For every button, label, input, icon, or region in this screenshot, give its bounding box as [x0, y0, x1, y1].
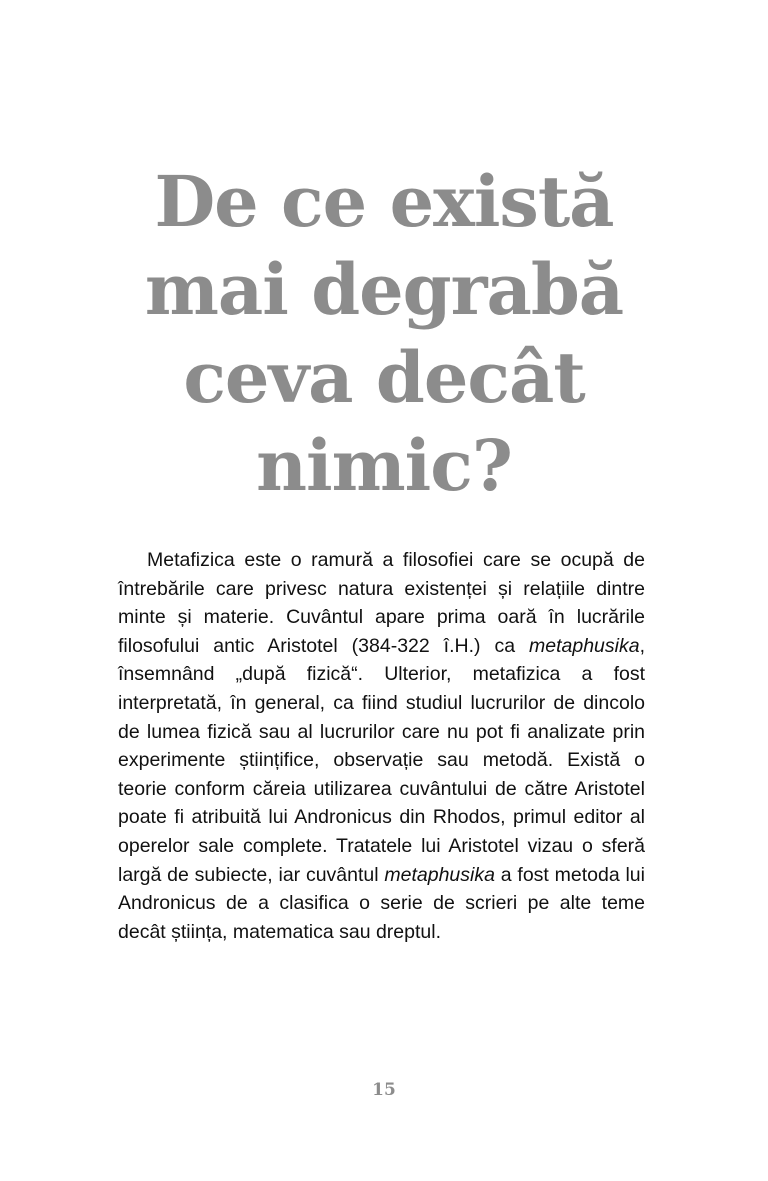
- page-number: 15: [372, 1080, 396, 1100]
- italic-term-1: metaphusika: [529, 634, 640, 657]
- paragraph: [118, 546, 645, 946]
- chapter-title-line-1: De ce există: [154, 160, 614, 243]
- italic-term-2: metaphusika: [384, 863, 495, 886]
- body-paragraph: [118, 546, 645, 946]
- chapter-title-line-4: nimic?: [256, 424, 512, 507]
- paragraph-text-3: a fost metoda lui Andronicus de a clasifica o serie de scrieri pe alte teme decât știința, matematica sau dreptul.: [118, 863, 645, 943]
- paragraph-text-2: , însemnând „după fizică“. Ulterior, metafizica a fost interpretată, în general, ca fiind studiul lucrurilor de dincolo de lumea fizică sau al lucrurilor care nu pot fi analizate prin experimente științifice, observație sau metodă. Există o teorie conform căreia utilizarea cuvântului de către Aristotel poate fi atribuită lui Andronicus din Rhodos, primul editor al operelor sale complete. Tratatele lui Aristotel vizau o sferă largă de subiecte, iar cuvântul: [118, 634, 645, 886]
- chapter-title-line-3: ceva decât: [183, 336, 585, 419]
- paragraph-text-1: Metafizica este o ramură a filosofiei care se ocupă de întrebările care privesc natura existenței și relațiile dintre minte și materie. Cuvântul apare prima oară în lucrările filosofului antic Aristotel (384-322 î.H.) ca: [118, 549, 645, 657]
- chapter-title: [0, 158, 768, 510]
- chapter-title-line-2: mai degrabă: [144, 248, 624, 331]
